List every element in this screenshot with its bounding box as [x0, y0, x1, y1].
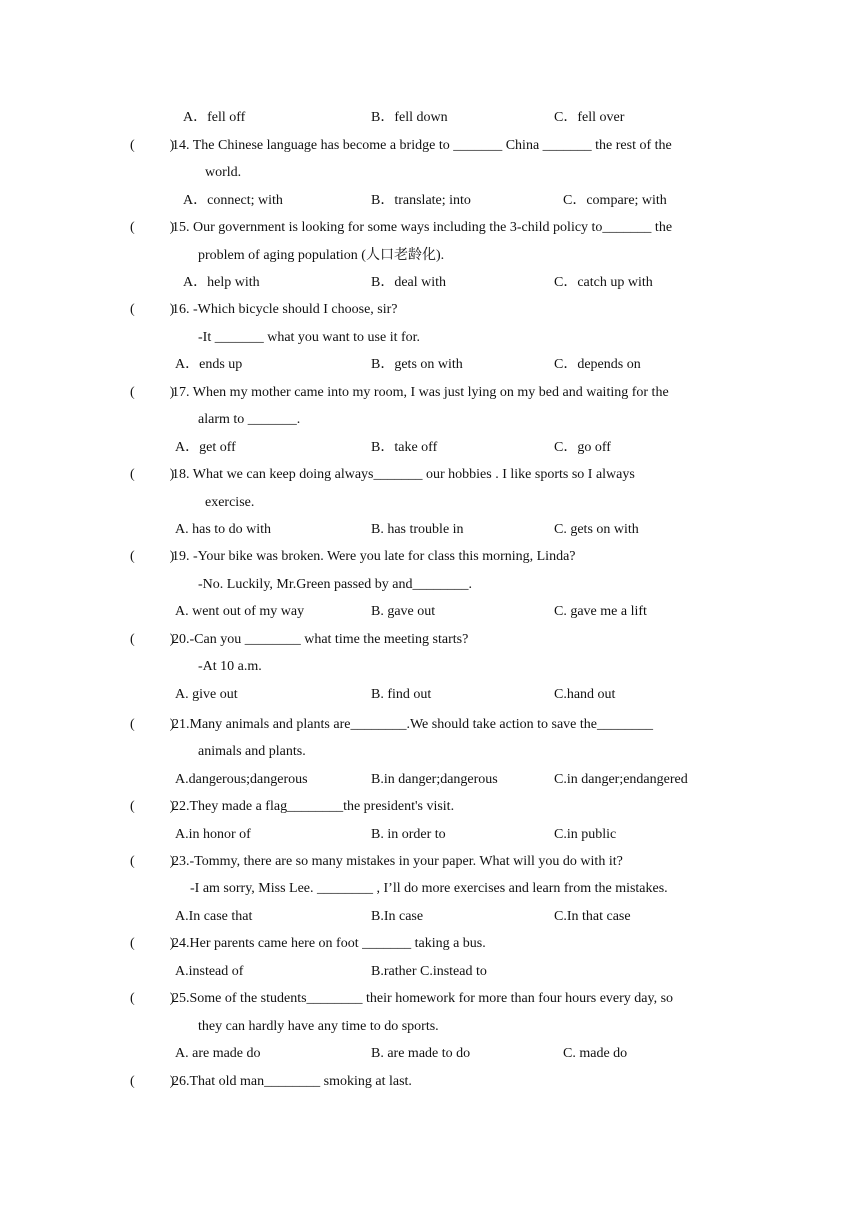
q24-text-line1: 24.Her parents came here on foot _______ taking a bus. [172, 936, 486, 951]
q18-option-a: A. has to do with [175, 522, 272, 537]
q16-option-b: B．gets on with [371, 357, 463, 372]
q16-option-c: C．depends on [554, 357, 641, 372]
q15-text-line2: problem of aging population (人口老龄化). [198, 248, 445, 263]
q21-option-b: B.in danger;dangerous [371, 772, 498, 787]
q23-option-c: C.In that case [554, 909, 631, 924]
q23-option-a: A.In case that [175, 909, 253, 924]
q20-option-c: C.hand out [554, 687, 616, 702]
q21-option-a: A.dangerous;dangerous [175, 772, 308, 787]
q20-text-line2: -At 10 a.m. [198, 659, 262, 674]
q14-text-line1: 14. The Chinese language has become a bridge to _______ China _______ the rest of the [172, 138, 672, 153]
q20-text-line1: 20.-Can you ________ what time the meeting starts? [172, 632, 469, 647]
q25-option-a: A. are made do [175, 1046, 261, 1061]
q15-option-b: B．deal with [371, 275, 447, 290]
q22-option-a: A.in honor of [175, 827, 251, 842]
q23-option-b: B.In case [371, 909, 424, 924]
q20-option-a: A. give out [175, 687, 238, 702]
q16-text-line1: 16. -Which bicycle should I choose, sir? [172, 302, 398, 317]
q23-text-line2: -I am sorry, Miss Lee. ________ , I’ll do more exercises and learn from the mistakes. [190, 881, 668, 896]
q23-text-line1: 23.-Tommy, there are so many mistakes in your paper. What will you do with it? [172, 854, 623, 869]
q16-answer-blank: ( ) [130, 302, 175, 317]
q22-text-line1: 22.They made a flag________the president's visit. [172, 799, 455, 814]
q18-answer-blank: ( ) [130, 467, 175, 482]
q21-text-line2: animals and plants. [198, 744, 306, 759]
q16-option-a: A．ends up [175, 357, 243, 372]
q19-option-c: C. gave me a lift [554, 604, 647, 619]
q19-text-line1: 19. -Your bike was broken. Were you late for class this morning, Linda? [172, 549, 576, 564]
q26-text-line1: 26.That old man________ smoking at last. [172, 1074, 412, 1089]
q15-option-c: C．catch up with [554, 275, 653, 290]
q19-option-b: B. gave out [371, 604, 436, 619]
q15-option-a: A．help with [183, 275, 260, 290]
q16-text-line2: -It _______ what you want to use it for. [198, 330, 421, 345]
q15-answer-blank: ( ) [130, 220, 175, 235]
q19-option-a: A. went out of my way [175, 604, 305, 619]
q24-option-bc: B.rather C.instead to [371, 964, 487, 979]
q21-answer-blank: ( ) [130, 717, 175, 732]
q21-option-c: C.in danger;endangered [554, 772, 688, 787]
q18-text-line2: exercise. [205, 495, 255, 510]
q19-text-line2: -No. Luckily, Mr.Green passed by and________. [198, 577, 472, 592]
q18-option-c: C. gets on with [554, 522, 639, 537]
q20-option-b: B. find out [371, 687, 432, 702]
q22-answer-blank: ( ) [130, 799, 175, 814]
q20-answer-blank: ( ) [130, 632, 175, 647]
q18-text-line1: 18. What we can keep doing always_______ our hobbies . I like sports so I always [172, 467, 635, 482]
q17-option-b: B．take off [371, 440, 438, 455]
q24-answer-blank: ( ) [130, 936, 175, 951]
q25-option-b: B. are made to do [371, 1046, 471, 1061]
q13-option-c: C．fell over [554, 110, 625, 125]
q17-option-a: A．get off [175, 440, 236, 455]
q18-option-b: B. has trouble in [371, 522, 464, 537]
q17-option-c: C．go off [554, 440, 611, 455]
q14-option-b: B．translate; into [371, 193, 471, 208]
q22-option-b: B. in order to [371, 827, 446, 842]
q25-text-line1: 25.Some of the students________ their homework for more than four hours every day, so [172, 991, 674, 1006]
q17-text-line2: alarm to _______. [198, 412, 301, 427]
q21-text-line1: 21.Many animals and plants are________.We should take action to save the________ [172, 717, 653, 732]
q14-answer-blank: ( ) [130, 138, 175, 153]
q19-answer-blank: ( ) [130, 549, 175, 564]
q22-option-c: C.in public [554, 827, 617, 842]
q17-text-line1: 17. When my mother came into my room, I was just lying on my bed and waiting for the [172, 385, 669, 400]
q14-option-a: A．connect; with [183, 193, 283, 208]
q14-text-line2: world. [205, 165, 242, 180]
q15-text-line1: 15. Our government is looking for some ways including the 3-child policy to_______ the [172, 220, 673, 235]
q25-answer-blank: ( ) [130, 991, 175, 1006]
q25-text-line2: they can hardly have any time to do sports. [198, 1019, 439, 1034]
q23-answer-blank: ( ) [130, 854, 175, 869]
q17-answer-blank: ( ) [130, 385, 175, 400]
q14-option-c: C．compare; with [563, 193, 667, 208]
q13-option-b: B．fell down [371, 110, 448, 125]
q25-option-c: C. made do [563, 1046, 628, 1061]
q24-option-a: A.instead of [175, 964, 244, 979]
q26-answer-blank: ( ) [130, 1074, 175, 1089]
q13-option-a: A．fell off [183, 110, 246, 125]
